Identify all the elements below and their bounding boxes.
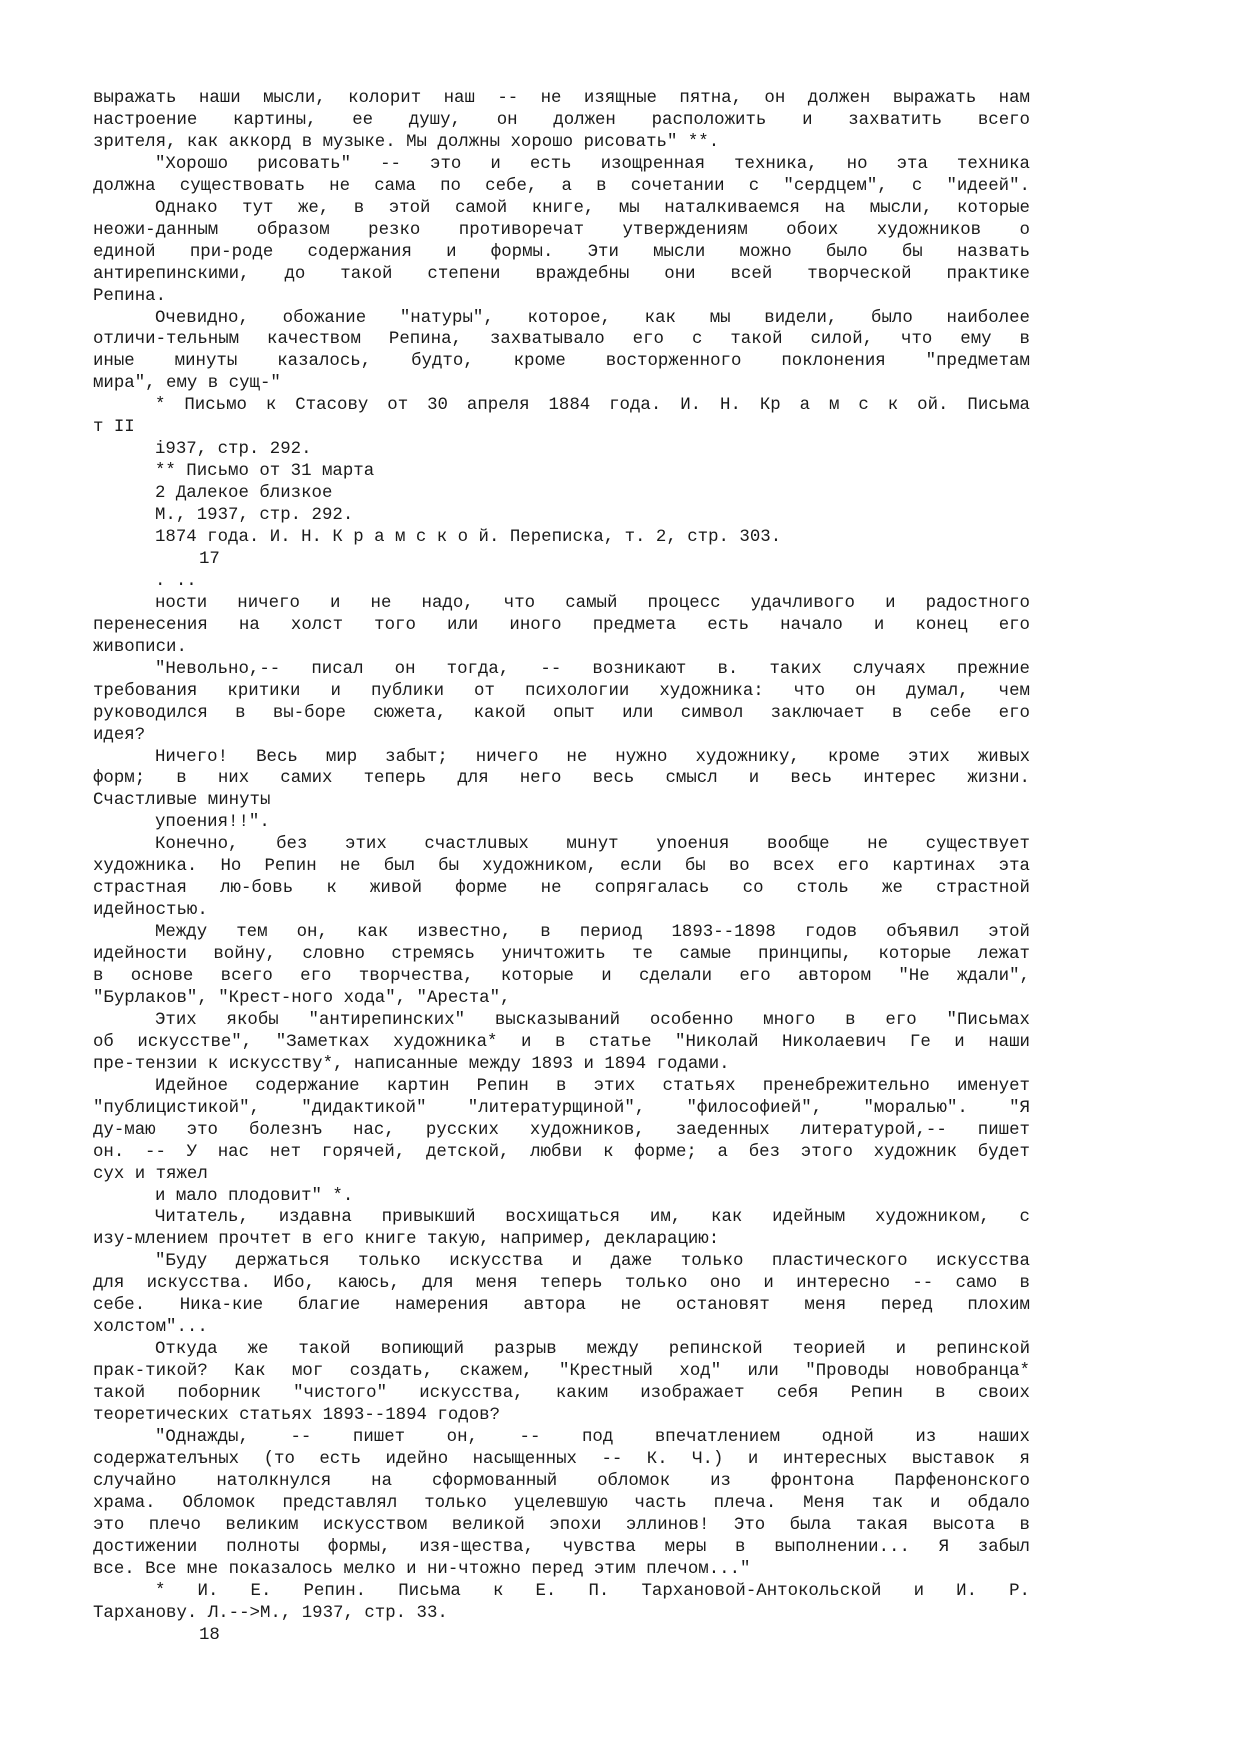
text-line: 18 [199, 1625, 220, 1645]
text-line: храма. Обломок представлял только уцелевшую часть плеча. Меня так и обдало [93, 1493, 1030, 1513]
text-line: упоения!!". [155, 813, 270, 833]
text-line: для искусства. Ибо, каюсь, для меня теперь только оно и интересно -- само в [93, 1274, 1030, 1294]
text-line: зрителя, как аккорд в музыке. Мы должны хорошо рисовать" **. [93, 132, 720, 152]
text-line: ду-маю это болезнъ нас, русских художников, заеденных литературой,-- пишет [93, 1120, 1030, 1140]
text-line: "Невольно,-- писал он тогда, -- возникают в. таких случаях прежние [155, 659, 1030, 679]
text-line: это плечо великим искусством великой эпохи эллинов! Это была такая высота в [93, 1515, 1030, 1535]
text-line: т II [93, 418, 135, 438]
text-line: * Письмо к Стасову от 30 апреля 1884 года. И. Н. Кр а м с к ой. Письма [155, 396, 1030, 416]
text-line: ** Письмо от 31 марта [155, 462, 375, 482]
text-line: все. Все мне показалось мелко и ни-чтожно перед этим плечом..." [93, 1559, 751, 1579]
text-line: теоретических статьях 1893--1894 годов? [93, 1406, 501, 1425]
text-line: в основе всего его творчества, которые и сделали его автором "Не ждали", [93, 967, 1030, 986]
text-line: выражать наши мысли, колорит наш -- не изящные пятна, он должен выражать нам [93, 89, 1030, 108]
text-line: Откуда же такой вопиющий разрыв между репинской теорией и репинской [155, 1340, 1030, 1360]
text-line: случайно натолкнулся на сформованный обломок из фронтона Парфенонского [93, 1471, 1030, 1491]
text-line: "Хорошо рисовать" -- это и есть изощренная техника, но эта техника [155, 154, 1030, 174]
text-line: об искусстве", "Заметках художника* и в статье "Николай Николаевич Ге и наши [93, 1032, 1030, 1052]
text-line: форм; в них самих теперь для него весь смысл и весь интерес жизни. [93, 769, 1030, 789]
text-line: Конечно, без этих счастлuвых мuнут уnoeнuя вообще не существует [155, 835, 1030, 855]
text-line: ности ничего и не надо, что самый процесс удачливого и радостного [155, 593, 1030, 613]
text-line: 2 Далекое близкое [155, 484, 333, 504]
text-line: . .. [155, 571, 197, 591]
text-line: отличи-тельным качеством Репина, захватывало его с такой силой, что ему в [93, 330, 1030, 350]
text-line: живописи. [93, 637, 187, 657]
text-line: идея? [93, 725, 146, 745]
text-line: 17 [199, 549, 220, 569]
text-line: неожи-данным образом резко противоречат утверждениям обоих художников о [93, 220, 1030, 240]
text-line: единой при-роде содержания и формы. Эти мысли можно было бы назвать [93, 242, 1030, 262]
text-line: требования критики и публики от психологии художника: что он думал, чем [93, 681, 1030, 701]
text-line: такой поборник "чистого" искусства, каким изображает себя Репин в своих [93, 1384, 1030, 1404]
text-line: страстная лю-бовь к живой форме не сопрягалась со столь же страстной [93, 879, 1030, 899]
text-line: Репина. [93, 286, 167, 306]
text-line: "Буду держаться только искусства и даже только пластического искусства [155, 1252, 1030, 1272]
text-line: иные минуты казалось, будто, кроме восторженного поклонения "предметам [93, 352, 1030, 372]
text-line: должна существовать не сама по себе, а в сочетании с "сердцем", с "идеей". [93, 176, 1030, 196]
text-line: настроение картины, ее душу, он должен расположить и захватить всего [93, 110, 1030, 130]
text-line: сух и тяжел [93, 1164, 208, 1184]
text-line: 1874 года. И. Н. К р а м с к о й. Переписка, т. 2, стр. 303. [155, 528, 782, 547]
text-line: Идейное содержание картин Репин в этих статьях пренебрежительно именует [155, 1076, 1030, 1096]
text-line: себе. Ника-кие благие намерения автора не остановят меня перед плохим [93, 1296, 1030, 1316]
text-line: он. -- У нас нет горячей, детской, любви к форме; а без этого художник будет [93, 1142, 1030, 1162]
text-line: Ничего! Весь мир забыт; ничего не нужно художнику, кроме этих живых [155, 747, 1030, 767]
text-line: "Однажды, -- пишет он, -- под впечатлением одной из наших [155, 1427, 1030, 1447]
text-line: i937, стр. 292. [155, 440, 312, 460]
text-line: Счастливые минуты [93, 791, 271, 811]
text-line: "публицистикой", "дидактикой" "литературщиной", "философией", "моралью". "Я [93, 1098, 1030, 1118]
text-line: прак-тикой? Как мог создать, скажем, "Крестный ход" или "Проводы новобранца* [93, 1362, 1030, 1382]
text-line: М., 1937, стр. 292. [155, 506, 354, 526]
text-line: перенесения на холст того или иного предмета есть начало и конец его [93, 615, 1030, 635]
text-line: холстом"... [93, 1318, 208, 1338]
text-line: антирепинскими, до такой степени враждебны они всей творческой практике [93, 264, 1030, 284]
text-line: изу-млением прочтет в его книге такую, например, декларацию: [93, 1230, 720, 1250]
text-line: мира", ему в сущ-" [93, 374, 281, 394]
text-line: руководился в вы-боре сюжета, какой опыт или символ заключает в себе его [93, 703, 1030, 723]
text-line: Тарханову. Л.-->М., 1937, стр. 33. [93, 1603, 448, 1623]
text-line: пре-тензии к искусству*, написанные между 1893 и 1894 годами. [93, 1054, 730, 1074]
text-line: Читатель, издавна привыкший восхищаться им, как идейным художником, с [155, 1208, 1030, 1228]
text-line: Однако тут же, в этой самой книге, мы наталкиваемся на мысли, которые [155, 198, 1030, 218]
text-line: "Бурлаков", "Крест-ного хода", "Ареста", [93, 988, 511, 1008]
text-line: * И. Е. Репин. Письма к Е. П. Тархановой-Антокольской и И. Р. [155, 1581, 1030, 1601]
text-line: Очевидно, обожание "натуры", которое, как мы видели, было наиболее [155, 308, 1030, 328]
text-line: достижении полноты формы, изя-щества, чувства меры в выполнении... Я забыл [93, 1537, 1030, 1557]
text-line: содержателъных (то есть идейно насыщенных -- К. Ч.) и интересных выставок я [93, 1449, 1030, 1469]
text-line: Между тем он, как известно, в период 1893--1898 годов объявил этой [155, 923, 1030, 943]
text-line: идейности войну, словно стремясь уничтожить те самые принципы, которые лежат [93, 945, 1030, 965]
text-line: Этих якобы "антирепинских" высказываний особенно много в его "Письмах [155, 1010, 1030, 1030]
text-line: идейностью. [93, 901, 208, 921]
text-line: и мало плодовит" *. [155, 1186, 354, 1206]
text-line: художника. Но Репин не был бы художником, если бы во всех его картинах эта [93, 857, 1030, 877]
